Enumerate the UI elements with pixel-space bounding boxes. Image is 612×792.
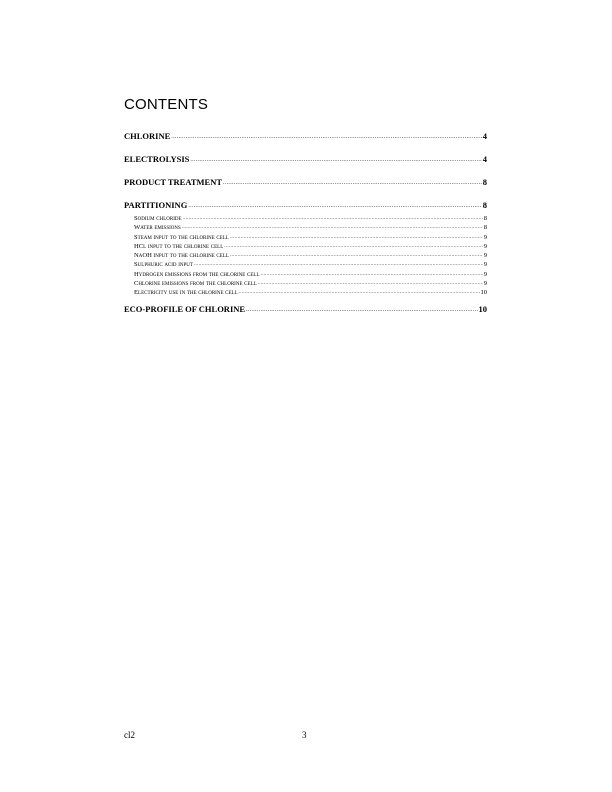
toc-subentry[interactable] [134, 242, 487, 251]
dot-leader [182, 223, 483, 232]
toc-subentry-label: Electricity use in the chlorine cell [134, 289, 238, 297]
toc-entry-electrolysis[interactable] [124, 154, 487, 165]
footer-document-id: cl2 [124, 730, 135, 740]
dot-leader [246, 305, 477, 315]
dot-leader [230, 233, 483, 242]
dot-leader [261, 270, 483, 279]
toc-subentry[interactable] [134, 214, 487, 223]
toc-subentry-page: 9 [483, 270, 487, 278]
toc-entry-chlorine[interactable] [124, 131, 487, 142]
toc-entry-page: 8 [482, 200, 487, 210]
dot-leader [194, 260, 483, 269]
dot-leader [223, 178, 482, 188]
toc-subentry[interactable] [134, 251, 487, 260]
footer-page-number: 3 [302, 730, 307, 740]
toc-entry-label: ECO-PROFILE OF CHLORINE [124, 303, 246, 314]
toc-subentry-label: HCl input to the chlorine cell [134, 242, 224, 250]
toc-subentry-label: Steam input to the chlorine cell [134, 233, 229, 241]
toc-subentry-page: 10 [480, 289, 487, 297]
toc-subentry-page: 9 [483, 261, 487, 269]
partitioning-subsections [134, 214, 487, 298]
toc-subentry[interactable] [134, 270, 487, 279]
toc-entry-page: 4 [482, 131, 487, 141]
dot-leader [258, 279, 483, 288]
toc-subentry-label: Hydrogen emissions from the chlorine cell [134, 270, 260, 278]
dot-leader [171, 132, 481, 142]
dot-leader [239, 288, 480, 297]
toc-entry-eco-profile[interactable] [124, 304, 487, 315]
page-title: CONTENTS [124, 96, 209, 113]
dot-leader [190, 155, 481, 165]
toc-entry-label: PRODUCT TREATMENT [124, 177, 222, 187]
toc-entry-partitioning[interactable] [124, 200, 487, 211]
toc-entry-label: CHLORINE [124, 131, 171, 141]
dot-leader [183, 214, 483, 223]
toc-entry-product-treatment[interactable] [124, 177, 487, 188]
toc-subentry-page: 8 [483, 215, 487, 222]
toc-subentry-page: 9 [483, 252, 487, 260]
toc-subentry-label: Chlorine emissions from the chlorine cell [134, 280, 257, 288]
dot-leader [224, 242, 483, 251]
dot-leader [188, 201, 481, 211]
toc-entry-page: 4 [482, 154, 487, 164]
toc-subentry[interactable] [134, 279, 487, 288]
toc-subentry[interactable] [134, 233, 487, 242]
dot-leader [230, 251, 483, 260]
toc-subentry-label: Sulphuric acid input [134, 261, 193, 269]
toc-subentry-page: 9 [483, 233, 487, 241]
toc-entry-page: 8 [482, 177, 487, 187]
toc-subentry-page: 9 [483, 242, 487, 250]
toc-subentry[interactable] [134, 223, 487, 232]
toc-entry-page: 10 [478, 303, 487, 314]
toc-subentry-page: 9 [483, 280, 487, 288]
toc-subentry-label: Sodium chloride [134, 215, 182, 222]
toc-subentry[interactable] [134, 260, 487, 269]
toc-subentry-page: 8 [483, 224, 487, 232]
toc-entry-label: ELECTROLYSIS [124, 154, 190, 164]
toc-subentry-label: Water emissions [134, 224, 181, 232]
toc-subentry[interactable] [134, 288, 487, 297]
table-of-contents [124, 131, 487, 327]
toc-entry-label: PARTITIONING [124, 200, 188, 210]
toc-subentry-label: NaOH input to the chlorine cell [134, 252, 229, 260]
